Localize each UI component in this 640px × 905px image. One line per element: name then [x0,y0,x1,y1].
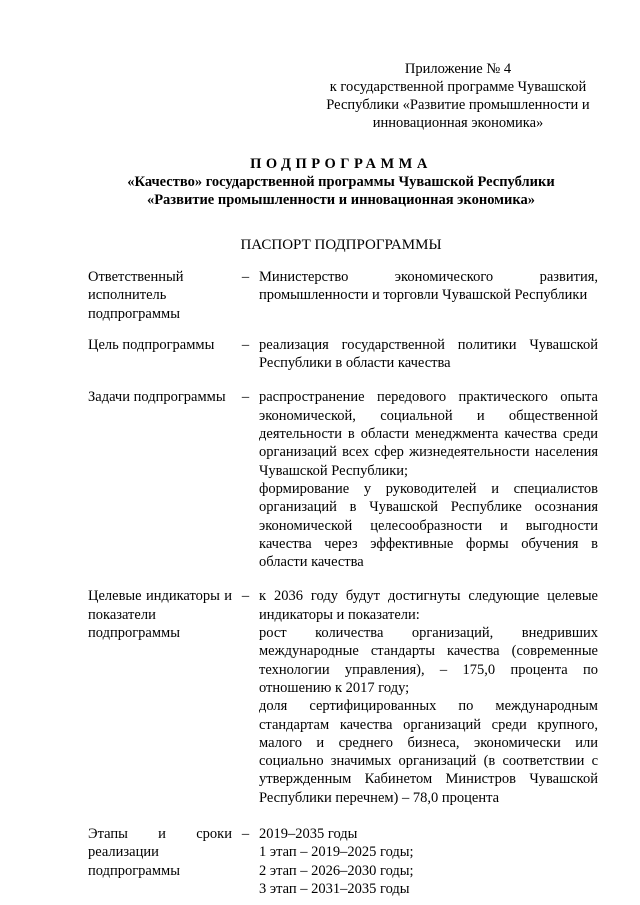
value-paragraph: формирование у руководителей и специалистов организаций в Чувашской Республике осознания экономической целесообразности и выгодности качества через эффективные формы обучения в области качества [259,480,598,571]
stage-line: 2 этап – 2026–2030 годы; [259,862,414,879]
passport-row-tasks [88,388,598,571]
row-dash: – [241,826,250,843]
row-value [259,825,598,898]
title-line: «Качество» государственной программы Чувашской Республики [127,174,555,190]
passport-row-goal [88,336,598,373]
passport-row-responsible [88,268,598,323]
row-dash: – [241,389,250,406]
value-paragraph: рост количества организаций, внедривших международные стандарты качества (современные технологии управления), – 175,0 процента по отношению к 2017 году; [259,625,598,696]
row-value [259,268,598,323]
row-value [259,336,598,373]
row-dash: – [241,588,250,605]
row-dash: – [241,269,250,285]
stage-line: 1 этап – 2019–2025 годы; [259,844,414,861]
passport-row-indicators [88,587,598,807]
row-label: Целевые индикаторы и показатели подпрограммы [88,588,232,642]
subprogram-title [60,155,622,209]
passport-heading: ПАСПОРТ ПОДПРОГРАММЫ [240,237,442,253]
passport-row-stages [88,825,598,898]
title-heading: ПОДПРОГРАММА [250,156,432,172]
value-paragraph: распространение передового практического опыта экономической, социальной и общественной деятельности в области менеджмента качества среди организаций всех сфер жизнедеятельности населения Чувашской Республики; [259,389,598,479]
appendix-line: Приложение № 4 [404,61,512,77]
row-label: Задачи подпрограммы [88,389,226,406]
value-paragraph: Министерство экономического развития, промышленности и торговли Чувашской Республики [259,269,598,304]
row-value [259,587,598,807]
appendix-line: инновационная экономика» [372,115,544,131]
value-paragraph: доля сертифицированных по международным стандартам качества организаций среди крупного, малого и среднего бизнеса, экономически или социально значимых организаций (в соответствии с утвержденным Кабинетом Министров Чувашской Республики перечнем) – 78,0 процента [259,698,598,806]
value-paragraph: реализация государственной политики Чувашской Республики в области качества [259,336,598,372]
row-value [259,388,598,571]
row-label: Этапы и сроки реализации подпрограммы [88,826,232,879]
appendix-note [318,60,598,132]
stage-line: 3 этап – 2031–2035 годы [259,880,410,897]
row-label: Цель подпрограммы [88,336,215,353]
passport-table [88,268,598,898]
title-line: «Развитие промышленности и инновационная экономика» [146,192,536,208]
row-dash: – [241,336,250,353]
stage-line: 2019–2035 годы [259,826,358,843]
value-paragraph: к 2036 году будут достигнуты следующие целевые индикаторы и показатели: [259,588,598,623]
appendix-line: к государственной программе Чувашской [329,79,587,95]
row-label: Ответственный исполнитель подпрограммы [88,269,184,322]
appendix-line: Республики «Развитие промышленности и [326,97,590,113]
